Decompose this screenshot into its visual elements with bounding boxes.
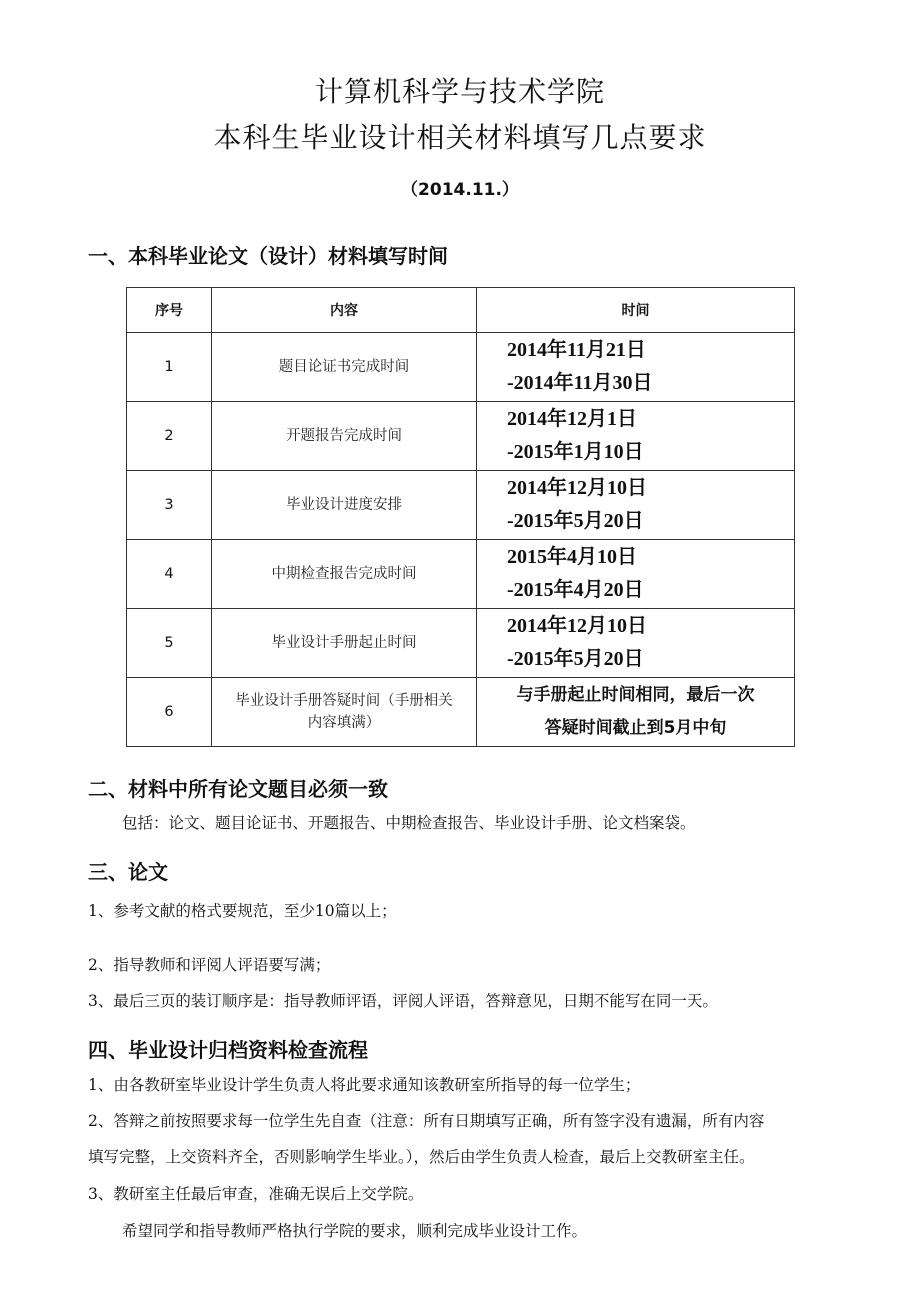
- time-note-line1: 与手册起止时间相同，最后一次: [516, 685, 755, 705]
- section-4-item-1: 1、由各教研室毕业设计学生负责人将此要求通知该教研室所指导的每一位学生；: [88, 1076, 641, 1094]
- header-no: 序号: [127, 288, 212, 333]
- section-4-item-2-line1: 2、答辩之前按照要求每一位学生先自查（注意：所有日期填写正确，所有签字没有遗漏，所有内容: [88, 1112, 765, 1130]
- row-item-line2: 内容填满）: [307, 715, 381, 731]
- row-no: 6: [127, 678, 212, 747]
- row-no: 2: [127, 402, 212, 471]
- document-title: 本科生毕业设计相关材料填写几点要求: [213, 121, 707, 154]
- closing-text: 希望同学和指导教师严格执行学院的要求，顺利完成毕业设计工作。: [122, 1222, 588, 1240]
- row-time: [477, 402, 795, 471]
- row-no: 1: [127, 333, 212, 402]
- section-1-heading: 一、本科毕业论文（设计）材料填写时间: [88, 244, 448, 268]
- section-3-item-1: 1、参考文献的格式要规范，至少10篇以上；: [88, 902, 397, 920]
- institute-title: 计算机科学与技术学院: [314, 75, 605, 108]
- section-2-heading: 二、材料中所有论文题目必须一致: [88, 777, 388, 801]
- time-end: -2015年4月20日: [507, 579, 644, 601]
- table-row: [127, 540, 795, 609]
- table-row: [127, 402, 795, 471]
- table-row: [127, 678, 795, 747]
- header-time: 时间: [477, 288, 795, 333]
- table-header-row: [127, 288, 795, 333]
- section-4-item-3: 3、教研室主任最后审查，准确无误后上交学院。: [88, 1185, 424, 1203]
- time-end: -2015年1月10日: [507, 441, 644, 463]
- row-item: 题目论证书完成时间: [212, 333, 477, 402]
- row-item: 毕业设计手册起止时间: [212, 609, 477, 678]
- time-start: 2014年12月1日: [507, 408, 637, 430]
- header-content: 内容: [212, 288, 477, 333]
- section-4-heading: 四、毕业设计归档资料检查流程: [88, 1038, 368, 1062]
- schedule-table: [126, 287, 795, 747]
- time-start: 2014年12月10日: [507, 615, 647, 637]
- time-note-line2: 答疑时间截止到5月中旬: [544, 718, 727, 738]
- time-start: 2014年12月10日: [507, 477, 647, 499]
- time-end: -2014年11月30日: [507, 372, 653, 394]
- row-item-line1: 毕业设计手册答疑时间（手册相关: [235, 693, 453, 709]
- section-3-item-2: 2、指导教师和评阅人评语要写满；: [88, 956, 331, 974]
- section-4-item-2-line2: 填写完整，上交资料齐全，否则影响学生毕业。），然后由学生负责人检查，最后上交教研室主任。: [88, 1148, 755, 1166]
- row-no: 5: [127, 609, 212, 678]
- section-3-item-3: 3、最后三页的装订顺序是：指导教师评语，评阅人评语，答辩意见，日期不能写在同一天。: [88, 992, 718, 1010]
- row-item: 中期检查报告完成时间: [212, 540, 477, 609]
- row-time: [477, 333, 795, 402]
- row-no: 3: [127, 471, 212, 540]
- row-time: [477, 540, 795, 609]
- row-time: [477, 678, 795, 747]
- row-item: 毕业设计进度安排: [212, 471, 477, 540]
- row-item: [212, 678, 477, 747]
- table-row: [127, 333, 795, 402]
- time-start: 2015年4月10日: [507, 546, 637, 568]
- time-end: -2015年5月20日: [507, 648, 644, 670]
- row-no: 4: [127, 540, 212, 609]
- section-3-heading: 三、论文: [88, 860, 168, 884]
- row-time: [477, 609, 795, 678]
- table-row: [127, 609, 795, 678]
- row-time: [477, 471, 795, 540]
- row-item: 开题报告完成时间: [212, 402, 477, 471]
- section-2-text: 包括：论文、题目论证书、开题报告、中期检查报告、毕业设计手册、论文档案袋。: [122, 814, 696, 832]
- table-row: [127, 471, 795, 540]
- document-date: （2014.11.）: [401, 180, 519, 200]
- time-start: 2014年11月21日: [507, 339, 646, 361]
- time-end: -2015年5月20日: [507, 510, 644, 532]
